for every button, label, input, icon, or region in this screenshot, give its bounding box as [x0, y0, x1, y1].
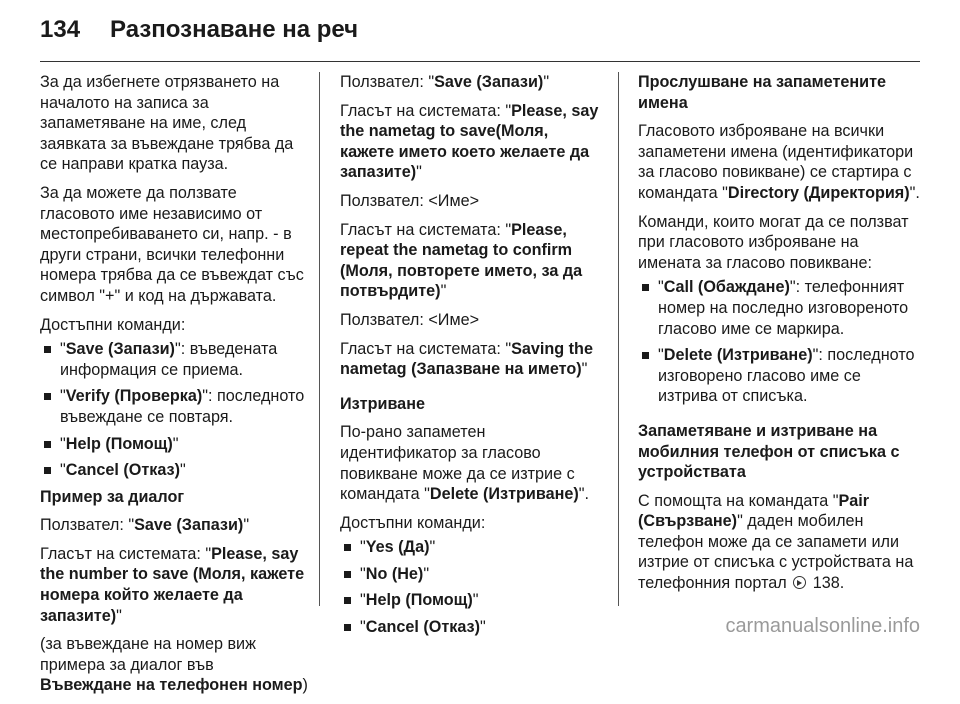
available-commands-label: Достъпни команди: [340, 513, 486, 532]
dialog-user-line: Ползвател: <Име> [340, 310, 480, 329]
page-reference[interactable]: 138. [812, 574, 845, 593]
page-title: Разпознаване на реч [110, 16, 359, 43]
available-commands-label: Достъпни команди: [40, 315, 186, 334]
list-item: "No (Не)" [340, 564, 606, 585]
column-divider-2 [618, 72, 619, 606]
listen-heading: Прослушване на запаметените имена [638, 73, 887, 112]
column-divider-1 [319, 72, 320, 606]
list-item: "Help (Помощ)" [40, 434, 308, 455]
commands-intro: Команди, които могат да се ползват при гласовото изброяване на имената за гласово повикване: [638, 212, 909, 272]
delete-heading: Изтриване [340, 394, 425, 413]
list-item: "Delete (Изтриване)": последното изговорено гласово име се изтрива от списъка. [638, 345, 922, 407]
mobile-paragraph: С помощта на командата "Pair (Свързване)" даден мобилен телефон може да се запамети или изтрие от списъка с устройствата на телефонния портал 138. [638, 491, 914, 593]
dialog-system-line: Гласът на системата: "Please, say the nametag to save(Моля, кажете името което желаете да запазите)" [340, 101, 599, 182]
list-item: "Verify (Проверка)": последното въвеждане се повтаря. [40, 386, 308, 427]
list-item: "Call (Обаждане)": телефонният номер на последно изговореното гласово име се маркира. [638, 277, 922, 339]
page-header [40, 16, 358, 50]
paragraph-international: За да можете да ползвате гласовото име независимо от местопребиваването си, напр. - в други страни, всички телефонни номера трябва да се въвеждат със символ "+" и код на държавата. [40, 183, 304, 305]
paragraph-pause: За да избегнете отрязването на началото на записа за запаметяване на име, след заявката за въвеждане трябва да се направи кратка пауза. [40, 73, 294, 174]
list-item: "Save (Запази)": въведената информация се приема. [40, 339, 308, 380]
page-number: 134 [40, 16, 81, 43]
dialog-user-line: Ползвател: <Име> [340, 191, 480, 210]
dialog-user-line: Ползвател: "Save (Запази)" [340, 73, 550, 91]
dialog-system-line: Гласът на системата: "Please, repeat the nametag to confirm (Моля, повторете името, за да потвърдите)" [340, 220, 583, 301]
dialog-user-line: Ползвател: "Save (Запази)" [40, 516, 250, 535]
column-1 [40, 72, 308, 704]
command-list-delete [340, 537, 606, 637]
page-reference-arrow-icon [793, 576, 806, 589]
example-dialog-heading: Пример за диалог [40, 487, 185, 506]
command-list-save [40, 339, 308, 481]
header-rule [40, 61, 920, 62]
watermark: carmanualsonline.info [725, 615, 920, 637]
list-item: "Cancel (Отказ)" [40, 460, 308, 481]
list-item: "Help (Помощ)" [340, 590, 606, 611]
column-2 [340, 72, 606, 644]
column-3 [638, 72, 922, 602]
dialog-system-line: Гласът на системата: "Saving the nametag (Запазване на името)" [340, 339, 593, 379]
listen-paragraph: Гласовото изброяване на всички запаметени имена (идентификатори за гласово повикване) се стартира с командата "Directory (Директория)". [638, 122, 920, 202]
dialog-note: (за въвеждане на номер виж примера за диалог във Въвеждане на телефонен номер) [40, 635, 308, 695]
dialog-system-line: Гласът на системата: "Please, say the number to save (Моля, кажете номера който желаете да запазите)" [40, 544, 305, 625]
list-item: "Yes (Да)" [340, 537, 606, 558]
command-list-directory [638, 277, 922, 407]
list-item: "Cancel (Отказ)" [340, 617, 606, 638]
mobile-heading: Запаметяване и изтриване на мобилния телефон от списъка с устройствата [638, 421, 900, 482]
delete-paragraph: По-рано запаметен идентификатор за гласово повикване може да се изтрие с командата "Delete (Изтриване)". [340, 423, 590, 504]
